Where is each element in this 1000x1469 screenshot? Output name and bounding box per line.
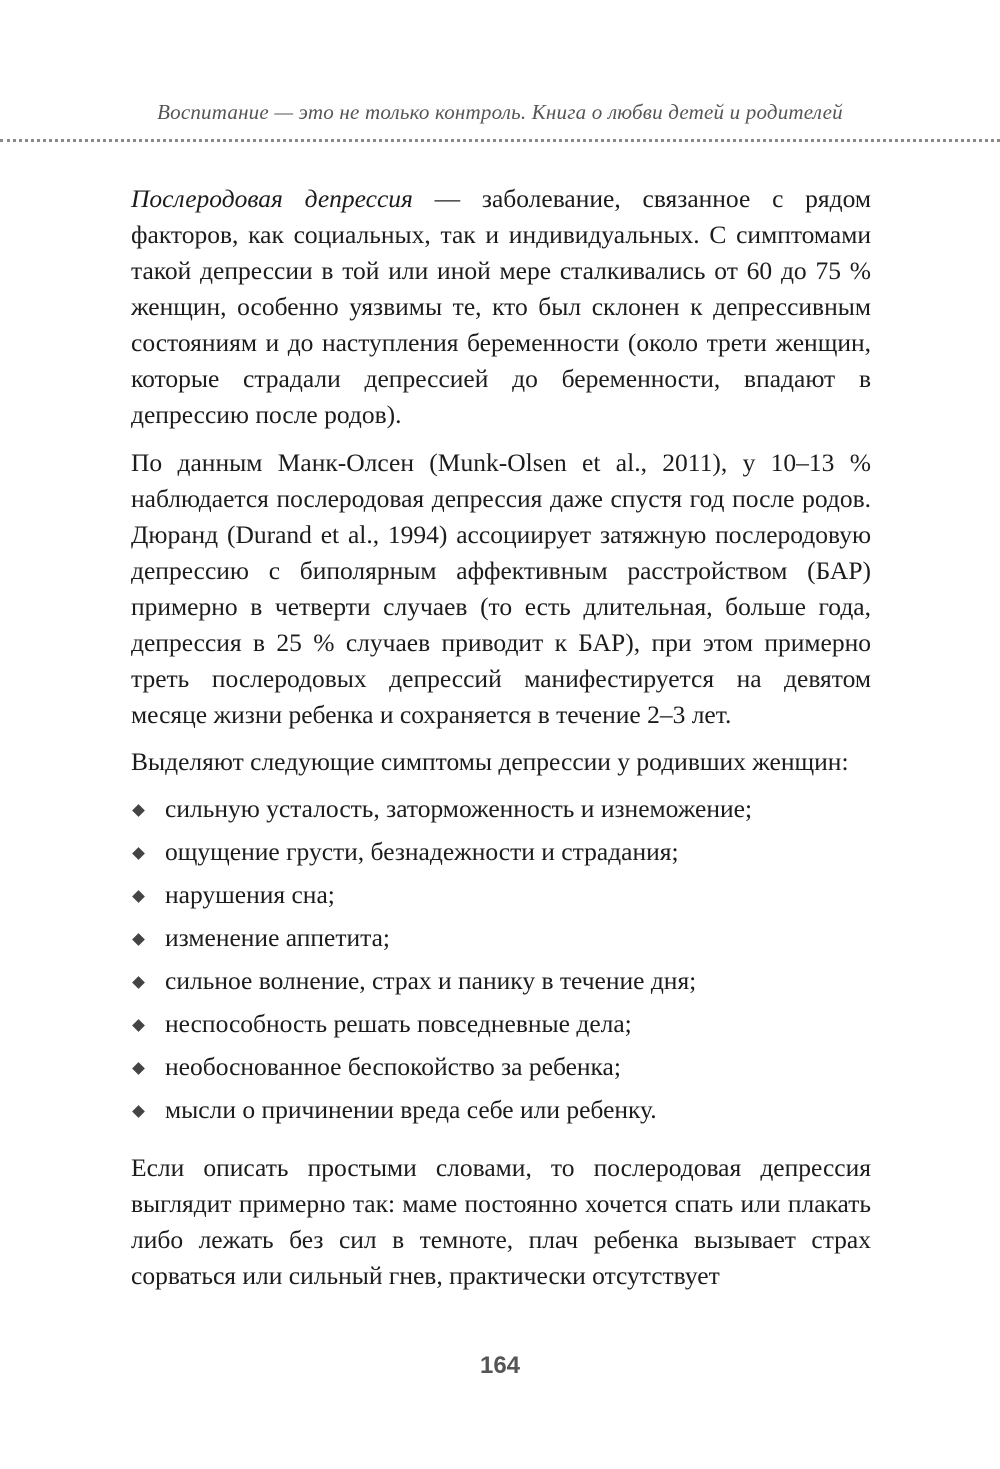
list-item bbox=[131, 1006, 871, 1042]
list-item-text: изменение аппетита; bbox=[165, 923, 391, 952]
paragraph-definition bbox=[131, 181, 871, 433]
paragraph-definition-text: — заболевание, связанное с рядом факторов, как социальных, так и индивидуальных. С симптомами такой депрессии в той или иной мере сталкивались от 60 до 75 % женщин, особенно уязвимы те, кто был склонен к депрессивным состояниям и до наступления беременности (около трети женщин, которые страдали депрессией до беременности, впадают в депрессию после родов). bbox=[131, 184, 871, 429]
list-item bbox=[131, 834, 871, 870]
diamond-bullet-icon bbox=[132, 1019, 145, 1032]
diamond-bullet-icon bbox=[132, 804, 145, 817]
list-item bbox=[131, 1092, 871, 1128]
symptoms-list bbox=[131, 791, 871, 1128]
paragraph-statistics: По данным Манк-Олсен (Munk-Olsen et al., 2011), у 10–13 % наблюдается послеродовая депрессия даже спустя год после родов. Дюранд (Durand et al., 1994) ассоциирует затяжную послеродовую депрессию с биполярным аффективным расстройством (БАР) примерно в четверти случаев (то есть длительная, больше года, депрессия в 25 % случаев приводит к БАР), при этом примерно треть послеродовых депрессий манифестируется на девятом месяце жизни ребенка и сохраняется в течение 2–3 лет. bbox=[131, 448, 871, 729]
page-body bbox=[131, 181, 871, 1305]
list-item-text: ощущение грусти, безнадежности и страдания; bbox=[165, 837, 679, 866]
list-item-text: нарушения сна; bbox=[165, 880, 335, 909]
list-item bbox=[131, 791, 871, 827]
paragraph-description: Если описать простыми словами, то послеродовая депрессия выглядит примерно так: маме постоянно хочется спать или плакать либо лежать без сил в темноте, плач ребенка вызывает страх сорваться или сильный гнев, практически отсутствует bbox=[131, 1153, 871, 1290]
paragraph-symptoms-intro: Выделяют следующие симптомы депрессии у родивших женщин: bbox=[131, 747, 849, 776]
list-item-text: мысли о причинении вреда себе или ребенку. bbox=[165, 1095, 657, 1124]
page-number: 164 bbox=[479, 1352, 521, 1379]
list-item-text: сильное волнение, страх и панику в течение дня; bbox=[165, 966, 697, 995]
list-item-text: необоснованное беспокойство за ребенка; bbox=[165, 1052, 621, 1081]
header-divider bbox=[0, 139, 1000, 142]
list-item-text: неспособность решать повседневные дела; bbox=[165, 1009, 632, 1038]
term-postpartum-depression: Послеродовая депрессия bbox=[131, 184, 413, 213]
diamond-bullet-icon bbox=[132, 890, 145, 903]
list-item bbox=[131, 920, 871, 956]
diamond-bullet-icon bbox=[132, 1062, 145, 1075]
list-item-text: сильную усталость, заторможенность и изнеможение; bbox=[165, 794, 753, 823]
list-item bbox=[131, 877, 871, 913]
list-item bbox=[131, 963, 871, 999]
diamond-bullet-icon bbox=[132, 933, 145, 946]
diamond-bullet-icon bbox=[132, 976, 145, 989]
diamond-bullet-icon bbox=[132, 847, 145, 860]
diamond-bullet-icon bbox=[132, 1105, 145, 1118]
running-header: Воспитание — это не только контроль. Книга о любви детей и родителей bbox=[157, 100, 843, 124]
list-item bbox=[131, 1049, 871, 1085]
